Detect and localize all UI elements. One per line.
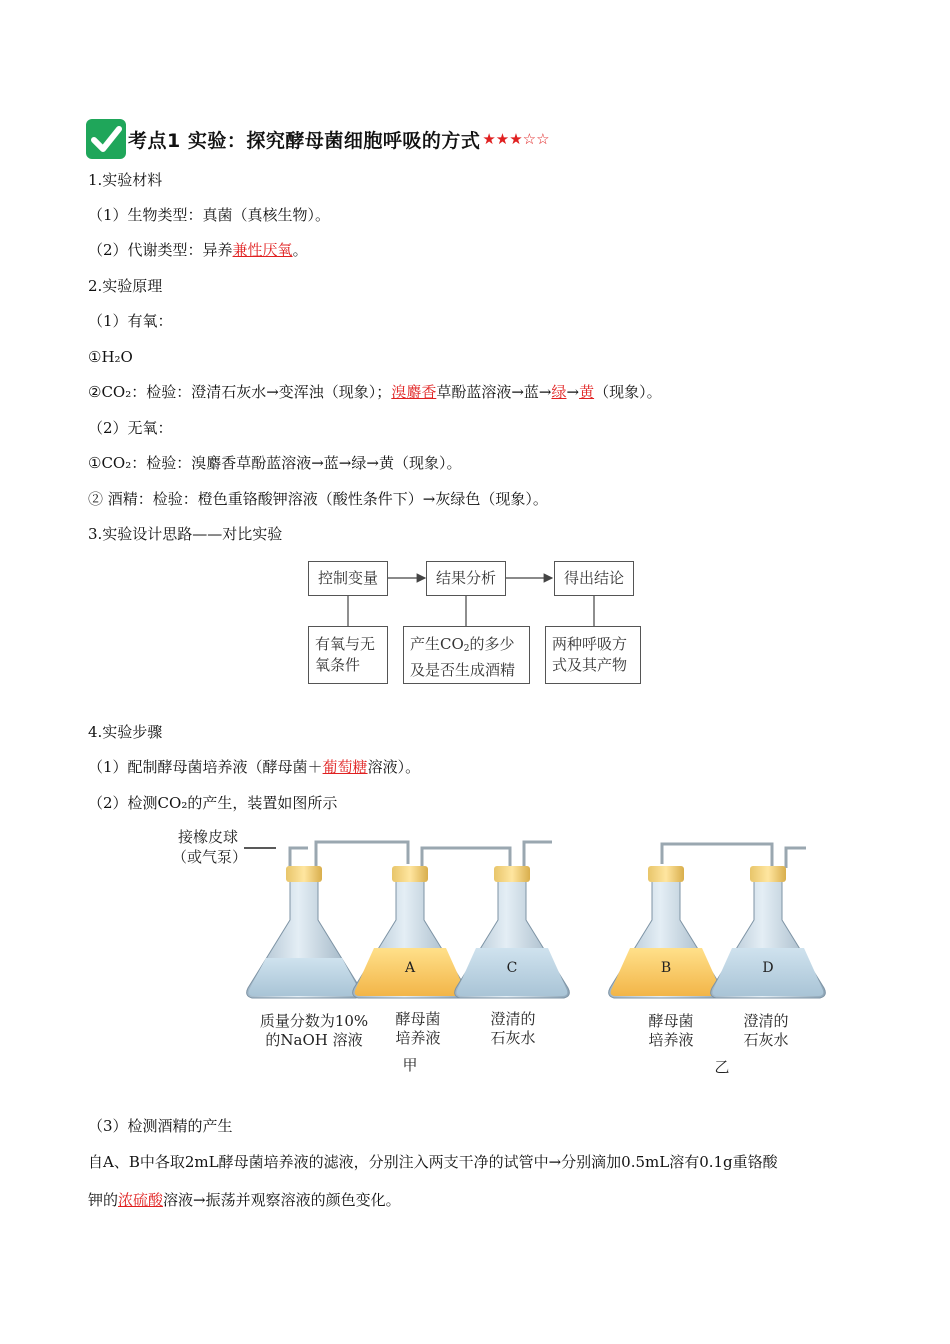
- heading-title: 考点1 实验：探究酵母菌细胞呼吸的方式: [128, 129, 481, 152]
- text: 的多少及是否生成酒精: [410, 635, 516, 679]
- subscript: 2: [463, 644, 470, 654]
- pump-label-alt: （或气泵）: [172, 848, 248, 866]
- answer-text: 葡萄糖: [322, 758, 368, 776]
- flask-b: [609, 866, 724, 998]
- sec2-anaerobic-1: ①CO₂：检验：溴麝香草酚蓝溶液→蓝→绿→黄（现象）。: [88, 454, 462, 472]
- difficulty-stars: ★★★☆☆: [482, 130, 550, 148]
- section-heading: [86, 118, 550, 160]
- flask-d: [711, 866, 826, 998]
- sec1-line1: （1）生物类型：真菌（真核生物）。: [88, 206, 331, 224]
- sec4-step1: [88, 757, 420, 777]
- pump-label: 接橡皮球: [178, 828, 239, 846]
- sec2-anaerobic: （2）无氧：: [88, 419, 173, 437]
- flask-c: [455, 866, 570, 998]
- flow-box-analysis: 结果分析: [426, 561, 506, 596]
- text: →: [566, 383, 580, 401]
- sec2-aerobic-1: ①H₂O: [88, 348, 133, 366]
- group-label-yi: 乙: [714, 1058, 730, 1076]
- caption-naoh: 的NaOH 溶液: [265, 1031, 363, 1049]
- answer-text: 黄: [579, 383, 595, 401]
- tubes-jia: [290, 842, 552, 868]
- text: 钾的: [88, 1191, 119, 1209]
- text: 溶液）。: [367, 758, 421, 776]
- flow-box-co2: [403, 626, 530, 684]
- flask-label: D: [762, 960, 774, 976]
- answer-text: 溴麝香: [391, 383, 437, 401]
- sec2-aerobic-2: [88, 382, 662, 402]
- text: （现象）。: [594, 383, 662, 401]
- flask-naoh: [247, 866, 362, 998]
- flow-box-control: 控制变量: [308, 561, 388, 596]
- sec1-line2: [88, 240, 308, 260]
- flask-label: B: [660, 960, 672, 976]
- text: 草酚蓝溶液→蓝→: [436, 383, 552, 401]
- answer-text: 绿: [551, 383, 567, 401]
- text: 溶液→振荡并观察溶液的颜色变化。: [163, 1191, 401, 1209]
- sec2-anaerobic-2: ② 酒精：检验：橙色重铬酸钾溶液（酸性条件下）→灰绿色（现象）。: [88, 490, 548, 508]
- checkmark-icon: [86, 119, 126, 159]
- caption-naoh: 质量分数为10%: [259, 1012, 369, 1030]
- caption-limewater: 澄清的: [743, 1012, 789, 1030]
- flask-label: C: [506, 960, 518, 976]
- sec4-paragraph-line1: 自A、B中各取2mL酵母菌培养液的滤液，分别注入两支干净的试管中→分别滴加0.5mL溶有0.1g重铬酸: [88, 1153, 778, 1171]
- sec4-title: 4.实验步骤: [88, 723, 163, 741]
- flow-box-conclusion: 得出结论: [554, 561, 634, 596]
- sec2-title: 2.实验原理: [88, 277, 163, 295]
- caption-yeast: 培养液: [648, 1031, 694, 1049]
- caption-limewater: 澄清的: [490, 1010, 536, 1028]
- caption-yeast: 培养液: [395, 1029, 441, 1047]
- apparatus-figure: [160, 820, 840, 1085]
- caption-yeast: 酵母菌: [648, 1012, 694, 1030]
- text: （2）代谢类型：异养: [88, 241, 233, 259]
- sec4-paragraph-line2: [88, 1190, 401, 1210]
- text: 产生CO: [410, 635, 464, 653]
- text: 。: [292, 241, 308, 259]
- sec2-aerobic: （1）有氧：: [88, 312, 173, 330]
- tubes-yi: [662, 844, 806, 868]
- sec1-title: 1.实验材料: [88, 171, 163, 189]
- flask-a: [353, 866, 468, 998]
- caption-limewater: 石灰水: [490, 1029, 536, 1047]
- caption-yeast: 酵母菌: [395, 1010, 441, 1028]
- answer-text: 浓硫酸: [118, 1191, 164, 1209]
- sec4-step3: （3）检测酒精的产生: [88, 1117, 233, 1135]
- answer-text: 兼性厌氧: [232, 241, 293, 259]
- sec4-step2: （2）检测CO₂的产生，装置如图所示: [88, 794, 338, 812]
- text: （1）配制酵母菌培养液（酵母菌＋: [88, 758, 323, 776]
- caption-limewater: 石灰水: [743, 1031, 789, 1049]
- flask-label: A: [404, 960, 416, 976]
- flow-box-conditions: 有氧与无氧条件: [308, 626, 388, 684]
- group-label-jia: 甲: [402, 1056, 418, 1074]
- text: ②CO₂：检验：澄清石灰水→变浑浊（现象）；: [88, 383, 392, 401]
- flow-box-products: 两种呼吸方式及其产物: [545, 626, 641, 684]
- sec3-title: 3.实验设计思路——对比实验: [88, 525, 283, 543]
